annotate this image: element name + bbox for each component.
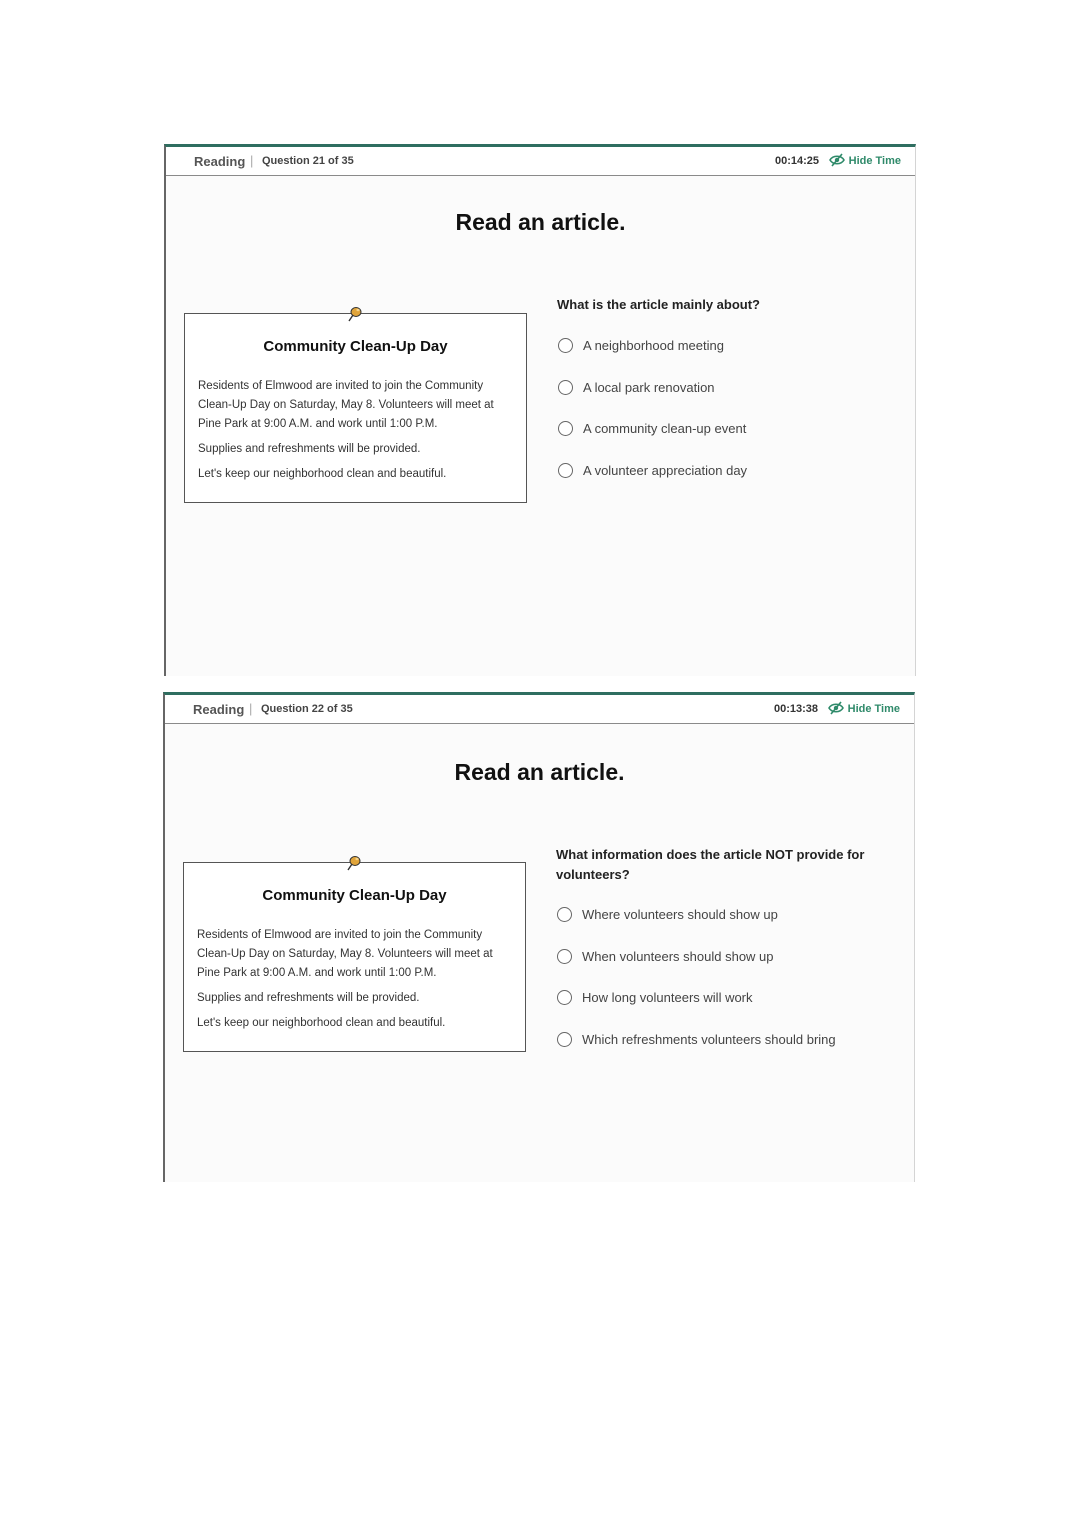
article-card — [183, 862, 526, 1052]
top-bar — [165, 695, 914, 724]
section-name: Reading — [194, 154, 246, 169]
answer-option[interactable] — [557, 905, 897, 947]
top-bar — [166, 147, 915, 176]
answer-option[interactable] — [558, 419, 898, 461]
answer-option-label: Where volunteers should show up — [582, 907, 778, 922]
radio-button[interactable] — [558, 421, 573, 436]
question-counter: Question 21 of 35 — [262, 155, 354, 167]
hide-time-button[interactable]: Hide Time — [848, 155, 901, 167]
header-separator: | — [249, 701, 253, 716]
article-paragraph: Supplies and refreshments will be provided. — [198, 443, 421, 455]
question-prompt: What information does the article NOT provide for volunteers? — [556, 847, 865, 882]
test-screen-question-22 — [163, 692, 915, 1182]
answer-option[interactable] — [558, 378, 898, 420]
answer-option-label: A volunteer appreciation day — [583, 462, 748, 478]
eye-slash-icon[interactable] — [828, 701, 844, 715]
answer-option-label: A community clean-up event — [583, 421, 747, 436]
article-paragraph: Residents of Elmwood are invited to join the Community Clean-Up Day on Saturday, May 8. Volunteers will meet at Pine Park at 9:00 A.M. and work until 1:00 P.M. — [197, 929, 493, 979]
test-screen-question-21 — [164, 144, 916, 676]
radio-button[interactable] — [557, 907, 572, 922]
section-name: Reading — [193, 702, 245, 717]
hide-time-button[interactable]: Hide Time — [847, 703, 900, 715]
answer-option-label: How long volunteers will work — [582, 990, 753, 1005]
answer-option[interactable] — [557, 988, 897, 1030]
pushpin-icon — [344, 854, 366, 872]
timer: 00:14:25 — [774, 155, 819, 167]
question-counter: Question 22 of 35 — [261, 703, 353, 715]
article-paragraph: Supplies and refreshments will be provided. — [197, 992, 420, 1004]
article-body — [197, 926, 515, 1033]
radio-button[interactable] — [558, 338, 573, 353]
article-body — [198, 377, 516, 484]
article-title: Community Clean-Up Day — [263, 338, 448, 355]
radio-button[interactable] — [557, 949, 572, 964]
answer-option[interactable] — [557, 947, 897, 989]
pushpin-icon — [345, 305, 367, 323]
article-title: Community Clean-Up Day — [262, 887, 447, 904]
answer-option-label: A neighborhood meeting — [583, 338, 724, 353]
answer-options — [557, 905, 897, 1071]
radio-button[interactable] — [558, 463, 573, 478]
answer-option[interactable] — [557, 1030, 897, 1072]
article-card — [184, 313, 527, 503]
radio-button[interactable] — [558, 380, 573, 395]
answer-option-label: When volunteers should show up — [582, 948, 774, 964]
article-paragraph: Let's keep our neighborhood clean and beautiful. — [198, 468, 447, 480]
answer-option[interactable] — [558, 336, 898, 378]
answer-options — [558, 336, 898, 502]
answer-option-label: Which refreshments volunteers should bring — [582, 1031, 836, 1047]
header-separator: | — [250, 153, 254, 168]
answer-option[interactable] — [558, 461, 898, 503]
timer: 00:13:38 — [773, 703, 818, 715]
question-prompt: What is the article mainly about? — [557, 297, 760, 312]
article-paragraph: Let's keep our neighborhood clean and beautiful. — [197, 1017, 446, 1029]
article-paragraph: Residents of Elmwood are invited to join the Community Clean-Up Day on Saturday, May 8. Volunteers will meet at Pine Park at 9:00 A.M. and work until 1:00 P.M. — [198, 380, 494, 430]
eye-slash-icon[interactable] — [829, 153, 845, 167]
page-heading: Read an article. — [454, 759, 625, 785]
answer-option-label: A local park renovation — [583, 379, 715, 395]
page-heading: Read an article. — [455, 209, 626, 235]
radio-button[interactable] — [557, 990, 572, 1005]
radio-button[interactable] — [557, 1032, 572, 1047]
